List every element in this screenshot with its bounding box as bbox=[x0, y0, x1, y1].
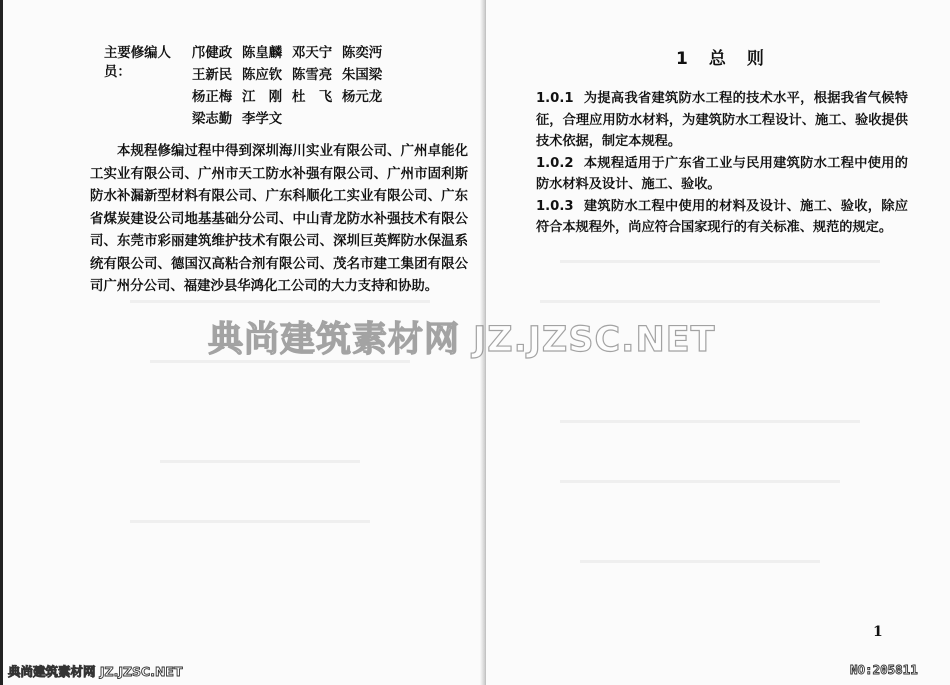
editor-name: 李学文 bbox=[242, 112, 283, 127]
editor-name: 梁志勤 bbox=[192, 112, 233, 127]
clause bbox=[536, 196, 908, 239]
footer-id: NO:205811 bbox=[850, 662, 918, 677]
editor-name: 王新民 bbox=[192, 68, 233, 83]
editor-name: 邝健政 bbox=[192, 46, 233, 61]
editor-name: 杨元龙 bbox=[342, 90, 383, 105]
watermark: 典尚建筑素材网 JZ.JZSC.NET bbox=[208, 320, 716, 360]
bleed-through bbox=[560, 480, 840, 483]
clause bbox=[536, 88, 908, 153]
editor-row bbox=[104, 108, 424, 130]
bleed-through bbox=[130, 300, 430, 303]
page-number: 1 bbox=[873, 624, 883, 640]
clause-number: 1.0.1 bbox=[536, 91, 574, 106]
bleed-through bbox=[580, 560, 820, 563]
editor-name: 陈雪亮 bbox=[292, 68, 333, 83]
editor-name: 杨正梅 bbox=[192, 90, 233, 105]
chapter-title: 1 总 则 bbox=[676, 49, 766, 69]
editors-label: 主要修编人员： bbox=[104, 46, 171, 80]
editor-name: 邓天宁 bbox=[292, 46, 333, 61]
scan-edge bbox=[0, 0, 3, 685]
clause bbox=[536, 153, 908, 196]
editor-row bbox=[104, 86, 424, 108]
editors-block bbox=[104, 42, 424, 130]
editor-name: 陈皇麟 bbox=[242, 46, 283, 61]
editor-name: 陈奕沔 bbox=[342, 46, 383, 61]
editor-name: 杜 飞 bbox=[292, 90, 333, 105]
acknowledgement-paragraph: 本规程修编过程中得到深圳海川实业有限公司、广州卓能化工实业有限公司、广州市天工防水补强有限公司、广州市固利斯防水补漏新型材料有限公司、广东科顺化工实业有限公司、广东省煤炭建设公司地基基础分公司、中山青龙防水补强技术有限公司、东莞市彩丽建筑维护技术有限公司、深圳巨英辉防水保温系统有限公司、德国汉高粘合剂有限公司、茂名市建工集团有限公司广州分公司、福建沙县华鸿化工公司的大力支持和协助。 bbox=[90, 144, 468, 295]
bleed-through bbox=[560, 260, 880, 263]
clause-text: 本规程适用于广东省工业与民用建筑防水工程中使用的防水材料及设计、施工、验收。 bbox=[536, 155, 908, 192]
editor-name: 陈应钦 bbox=[242, 68, 283, 83]
bleed-through bbox=[560, 420, 860, 423]
clause-number: 1.0.3 bbox=[536, 198, 574, 214]
clause-number: 1.0.2 bbox=[536, 155, 574, 171]
editor-row bbox=[104, 64, 424, 86]
clause-text: 建筑防水工程中使用的材料及设计、施工、验收，除应符合本规程外，尚应符合国家现行的有关标准、规范的规定。 bbox=[536, 198, 908, 235]
bleed-through bbox=[130, 520, 370, 523]
clause-text: 为提高我省建筑防水工程的技术水平，根据我省气候特征，合理应用防水材料，为建筑防水工程设计、施工、验收提供技术依据，制定本规程。 bbox=[536, 91, 908, 149]
editor-name: 江 刚 bbox=[242, 90, 283, 105]
clauses-block bbox=[536, 88, 908, 239]
bleed-through bbox=[540, 300, 880, 303]
editor-name: 朱国梁 bbox=[342, 68, 383, 83]
bleed-through bbox=[160, 460, 360, 463]
footer-watermark: 典尚建筑素材网 JZ.JZSC.NET bbox=[8, 664, 183, 679]
